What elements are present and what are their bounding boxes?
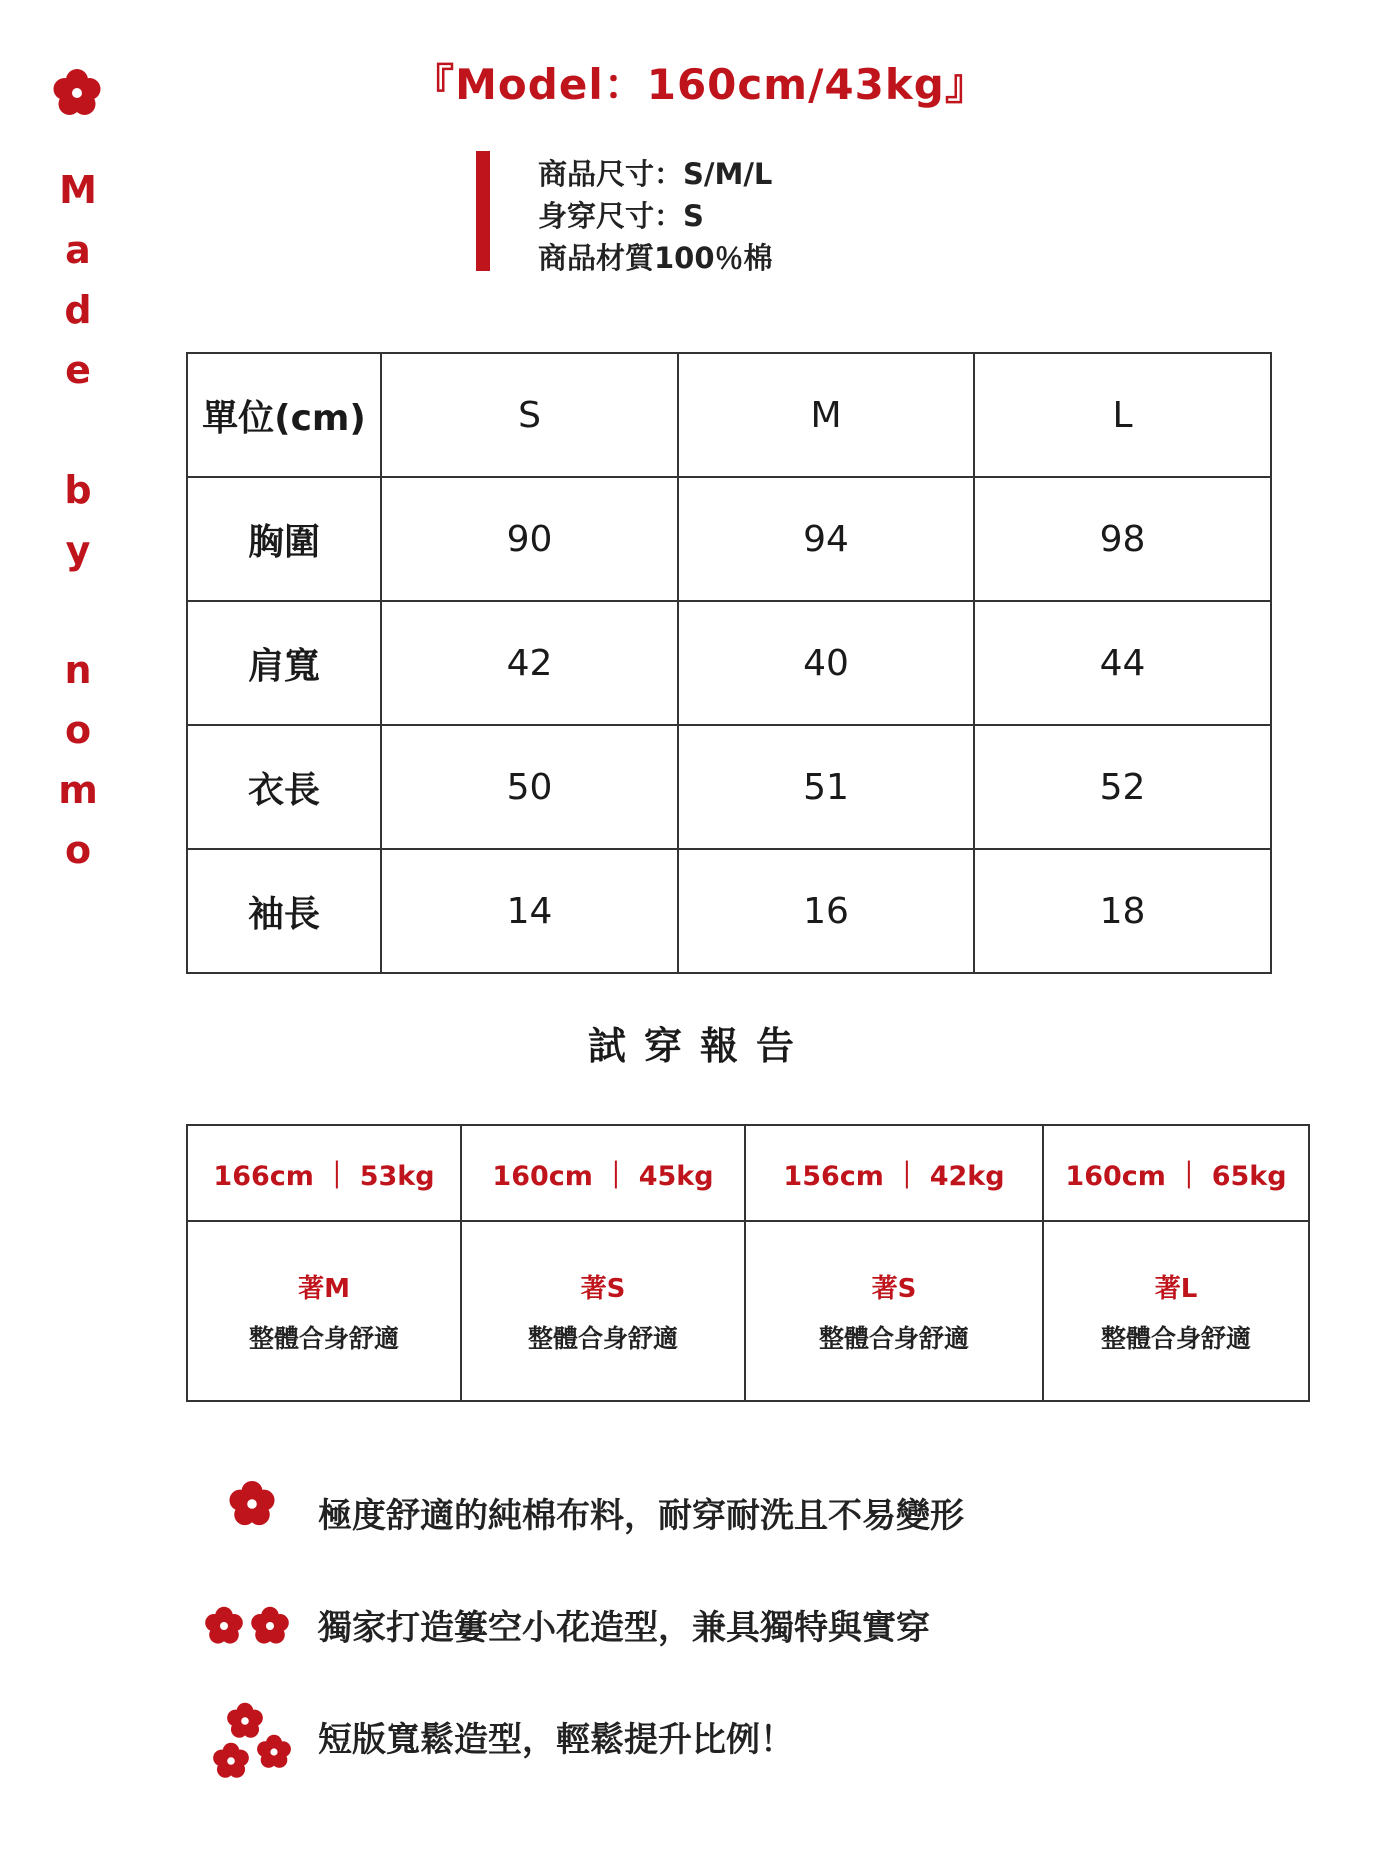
row-label: 胸圍 xyxy=(187,477,381,601)
brand-letter: b xyxy=(64,468,92,512)
table-cell: 44 xyxy=(974,601,1271,725)
fitting-report-title: 試穿報告 xyxy=(587,1024,812,1068)
report-body-stats: 160cm ｜ 65kg xyxy=(1043,1125,1309,1221)
row-label: 衣長 xyxy=(187,725,381,849)
report-body-stats: 166cm ｜ 53kg xyxy=(187,1125,461,1221)
brand-letter: o xyxy=(64,828,92,872)
report-size-worn: 著S xyxy=(580,1273,626,1304)
feature-design: 獨家打造簍空小花造型，兼具獨特與實穿 xyxy=(318,1608,930,1648)
feature-cut: 短版寬鬆造型，輕鬆提升比例！ xyxy=(318,1720,794,1760)
table-cell: 51 xyxy=(678,725,974,849)
flower-icon xyxy=(250,1606,290,1646)
report-header-row xyxy=(187,1125,1309,1221)
feature-fabric: 極度舒適的純棉布料，耐穿耐洗且不易變形 xyxy=(318,1496,964,1536)
size-header-s: S xyxy=(381,353,678,477)
report-size-worn: 著S xyxy=(871,1273,917,1304)
size-table xyxy=(186,352,1272,974)
table-row xyxy=(187,725,1271,849)
brand-letter: M xyxy=(59,168,97,212)
table-cell: 40 xyxy=(678,601,974,725)
table-cell: 42 xyxy=(381,601,678,725)
report-fit-note: 整體合身舒適 xyxy=(818,1323,969,1353)
brand-letter: y xyxy=(65,528,91,572)
table-cell: 14 xyxy=(381,849,678,973)
table-cell: 16 xyxy=(678,849,974,973)
brand-letter: e xyxy=(65,348,91,392)
report-body-stats: 156cm ｜ 42kg xyxy=(745,1125,1043,1221)
report-fit-note: 整體合身舒適 xyxy=(527,1323,678,1353)
flower-icon xyxy=(212,1742,250,1780)
table-cell: 50 xyxy=(381,725,678,849)
report-body-row xyxy=(187,1221,1309,1401)
report-size-worn: 著L xyxy=(1154,1273,1198,1304)
table-cell: 18 xyxy=(974,849,1271,973)
brand-letter: o xyxy=(64,708,92,752)
report-cell xyxy=(745,1221,1043,1401)
table-row xyxy=(187,849,1271,973)
report-cell xyxy=(461,1221,745,1401)
table-cell: 52 xyxy=(974,725,1271,849)
report-cell xyxy=(187,1221,461,1401)
table-cell: 90 xyxy=(381,477,678,601)
spec-material: 商品材質100％棉 xyxy=(538,241,773,275)
brand-letter: d xyxy=(64,288,92,332)
spec-worn-size: 身穿尺寸：S xyxy=(538,199,704,233)
report-fit-note: 整體合身舒適 xyxy=(248,1323,399,1353)
spec-accent-bar xyxy=(476,151,490,271)
report-cell xyxy=(1043,1221,1309,1401)
row-label: 肩寬 xyxy=(187,601,381,725)
table-row xyxy=(187,477,1271,601)
report-body-stats: 160cm ｜ 45kg xyxy=(461,1125,745,1221)
table-row xyxy=(187,601,1271,725)
row-label: 袖長 xyxy=(187,849,381,973)
model-title: 『Model：160cm/43kg』 xyxy=(412,60,988,109)
table-cell: 98 xyxy=(974,477,1271,601)
brand-letter: a xyxy=(65,228,91,272)
brand-letter: n xyxy=(64,648,92,692)
brand-letter: m xyxy=(58,768,98,812)
report-fit-note: 整體合身舒適 xyxy=(1100,1323,1251,1353)
size-header-l: L xyxy=(974,353,1271,477)
flower-icon xyxy=(204,1606,244,1646)
flower-icon xyxy=(228,1480,276,1528)
report-size-worn: 著M xyxy=(298,1273,350,1304)
flower-icon xyxy=(256,1734,292,1770)
size-header-m: M xyxy=(678,353,974,477)
size-table-header xyxy=(187,353,1271,477)
fitting-report-table xyxy=(186,1124,1310,1402)
unit-header: 單位(cm) xyxy=(187,353,381,477)
table-cell: 94 xyxy=(678,477,974,601)
spec-product-sizes: 商品尺寸：S/M/L xyxy=(538,157,773,191)
